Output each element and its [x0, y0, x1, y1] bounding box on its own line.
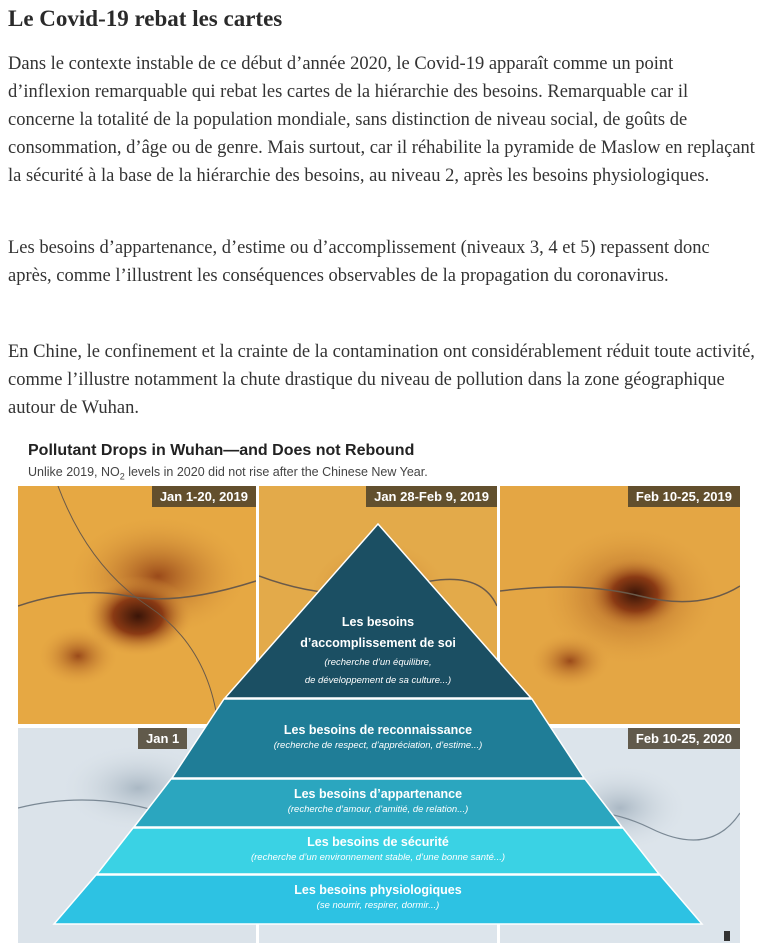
paragraph-2: Les besoins d’appartenance, d’estime ou d’accomplissement (niveaux 3, 4 et 5) repassent donc après, comme l’illustrent les conséquences observables de la propagation du coronavirus. — [8, 238, 710, 286]
paragraph-3: En Chine, le confinement et la crainte de la contamination ont considérablement réduit toute activité, comme l’illustre notamment la chute drastique du niveau de pollution dans la zone géographique autour de Wuhan. — [8, 342, 755, 418]
maslow-pollution-figure — [18, 438, 740, 943]
article-title: Le Covid-19 rebat les cartes — [8, 6, 283, 31]
pyramid-level-3: Les besoins d’appartenance (recherche d’amour, d’amitié, de relation...) — [287, 787, 469, 815]
pyramid-level-5: Les besoins d’accomplissement de soi (recherche d’un équilibre, de développement de sa culture...) — [300, 615, 456, 686]
panel-date-label: Jan 1 — [138, 728, 187, 749]
paragraph-1: Dans le contexte instable de ce début d’année 2020, le Covid-19 apparaît comme un point d’inflexion remarquable qui rebat les cartes de la hiérarchie des besoins. Remarquable car il concerne la totalité de la population mondiale, sans distinction de niveau social, de goûts de consommation, d’âge ou de genre. Mais surtout, car il réhabilite la pyramide de Maslow en replaçant la sécurité à la base de la hiérarchie des besoins, au niveau 2, après les besoins physiologiques. — [8, 54, 755, 186]
panel-date-label: Jan 28-Feb 9, 2019 — [366, 486, 497, 507]
scale-marker-icon — [724, 931, 730, 941]
panel-date-label: Jan 1-20, 2019 — [152, 486, 256, 507]
pyramid-level-1: Les besoins physiologiques (se nourrir, respirer, dormir...) — [294, 883, 462, 911]
panel-date-label: Feb 10-25, 2020 — [628, 728, 740, 749]
pyramid-level-4: Les besoins de reconnaissance (recherche de respect, d’appréciation, d’estime...) — [273, 723, 483, 751]
figure-subtitle: Unlike 2019, $NO_2$ levels in 2020 did not rise after the Chinese New Year. — [28, 465, 428, 482]
panel-date-label: Feb 10-25, 2019 — [628, 486, 740, 507]
pyramid-level-2: Les besoins de sécurité (recherche d’un environnement stable, d’une bonne santé...) — [250, 835, 506, 863]
figure-title: Pollutant Drops in Wuhan—and Does not Rebound — [28, 442, 415, 459]
maslow-pyramid — [18, 438, 740, 943]
